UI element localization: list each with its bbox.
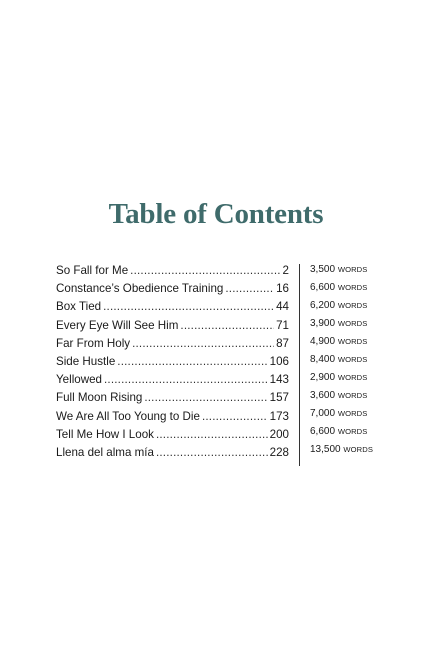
word-count-value: 2,900 (310, 372, 336, 383)
dot-leader (103, 300, 274, 313)
word-count-value: 6,600 (310, 282, 336, 293)
entry-page-number: 2 (282, 264, 289, 277)
entry-title: Llena del alma mía (56, 445, 154, 459)
word-count-unit: WORDS (337, 373, 368, 382)
entry-page-number: 106 (269, 354, 289, 368)
column-divider (299, 264, 300, 466)
dot-leader (156, 428, 268, 441)
dot-leader (156, 446, 268, 459)
word-count-value: 6,200 (310, 300, 336, 311)
word-count-unit: WORDS (337, 319, 368, 328)
word-count-value: 13,500 (310, 444, 341, 455)
dot-leader (202, 410, 268, 423)
word-count-value: 3,600 (310, 390, 336, 401)
toc-entry (56, 264, 289, 277)
entry-title: Yellowed (56, 373, 102, 387)
entry-page-number: 173 (269, 409, 289, 423)
toc-entry (56, 391, 289, 404)
page-title: Table of Contents (108, 198, 324, 230)
word-count (310, 390, 367, 401)
word-count-unit: WORDS (337, 391, 368, 400)
word-count-value: 3,500 (310, 264, 336, 275)
word-count-unit: WORDS (337, 265, 368, 274)
entry-page-number: 143 (269, 373, 289, 387)
word-count (310, 336, 367, 347)
word-count-unit: WORDS (337, 427, 368, 436)
word-count (310, 264, 367, 275)
entry-page-number: 87 (276, 336, 289, 350)
word-count-unit: WORDS (337, 409, 368, 418)
word-count-unit: WORDS (337, 283, 368, 292)
toc-entry (56, 337, 289, 350)
word-count-unit: WORDS (343, 445, 373, 454)
dot-leader (132, 337, 274, 350)
toc-entry (56, 428, 289, 441)
word-count-unit: WORDS (337, 355, 368, 364)
word-count-value: 7,000 (310, 408, 336, 419)
word-count (310, 300, 367, 311)
entry-title: Far From Holy (56, 336, 131, 350)
entry-title: Box Tied (56, 300, 102, 314)
entry-title: Constance’s Obedience Training (56, 282, 224, 296)
dot-leader (225, 282, 274, 295)
word-count (310, 282, 367, 293)
dot-leader (117, 355, 267, 368)
toc-entry (56, 319, 289, 332)
entry-page-number: 71 (276, 318, 289, 332)
word-count-unit: WORDS (337, 337, 368, 346)
word-count (310, 372, 367, 383)
toc-entry (56, 373, 289, 386)
toc-entry (56, 355, 289, 368)
toc-entry (56, 410, 289, 423)
word-count (310, 408, 367, 419)
entry-title: We Are All Too Young to Die (56, 409, 200, 423)
word-count-value: 4,900 (310, 336, 336, 347)
word-count (310, 318, 367, 329)
dot-leader (180, 319, 274, 332)
dot-leader (144, 391, 267, 404)
entry-page-number: 228 (269, 445, 289, 459)
dot-leader (130, 264, 280, 277)
toc-entry (56, 282, 289, 295)
entry-page-number: 200 (269, 427, 289, 441)
word-count-value: 6,600 (310, 426, 336, 437)
entry-title: Every Eye Will See Him (56, 318, 179, 332)
toc-entry (56, 446, 289, 459)
entry-page-number: 16 (276, 282, 289, 296)
word-count-value: 8,400 (310, 354, 336, 365)
entry-page-number: 157 (269, 391, 289, 405)
entry-title: Full Moon Rising (56, 391, 143, 405)
toc-entry (56, 300, 289, 313)
entry-title: So Fall for Me (56, 264, 129, 277)
word-count (310, 426, 367, 437)
entry-page-number: 44 (276, 300, 289, 314)
dot-leader (104, 373, 268, 386)
word-count (310, 354, 367, 365)
entry-title: Tell Me How I Look (56, 427, 154, 441)
word-count (310, 444, 373, 455)
entry-title: Side Hustle (56, 354, 116, 368)
word-count-value: 3,900 (310, 318, 336, 329)
word-count-unit: WORDS (337, 301, 368, 310)
